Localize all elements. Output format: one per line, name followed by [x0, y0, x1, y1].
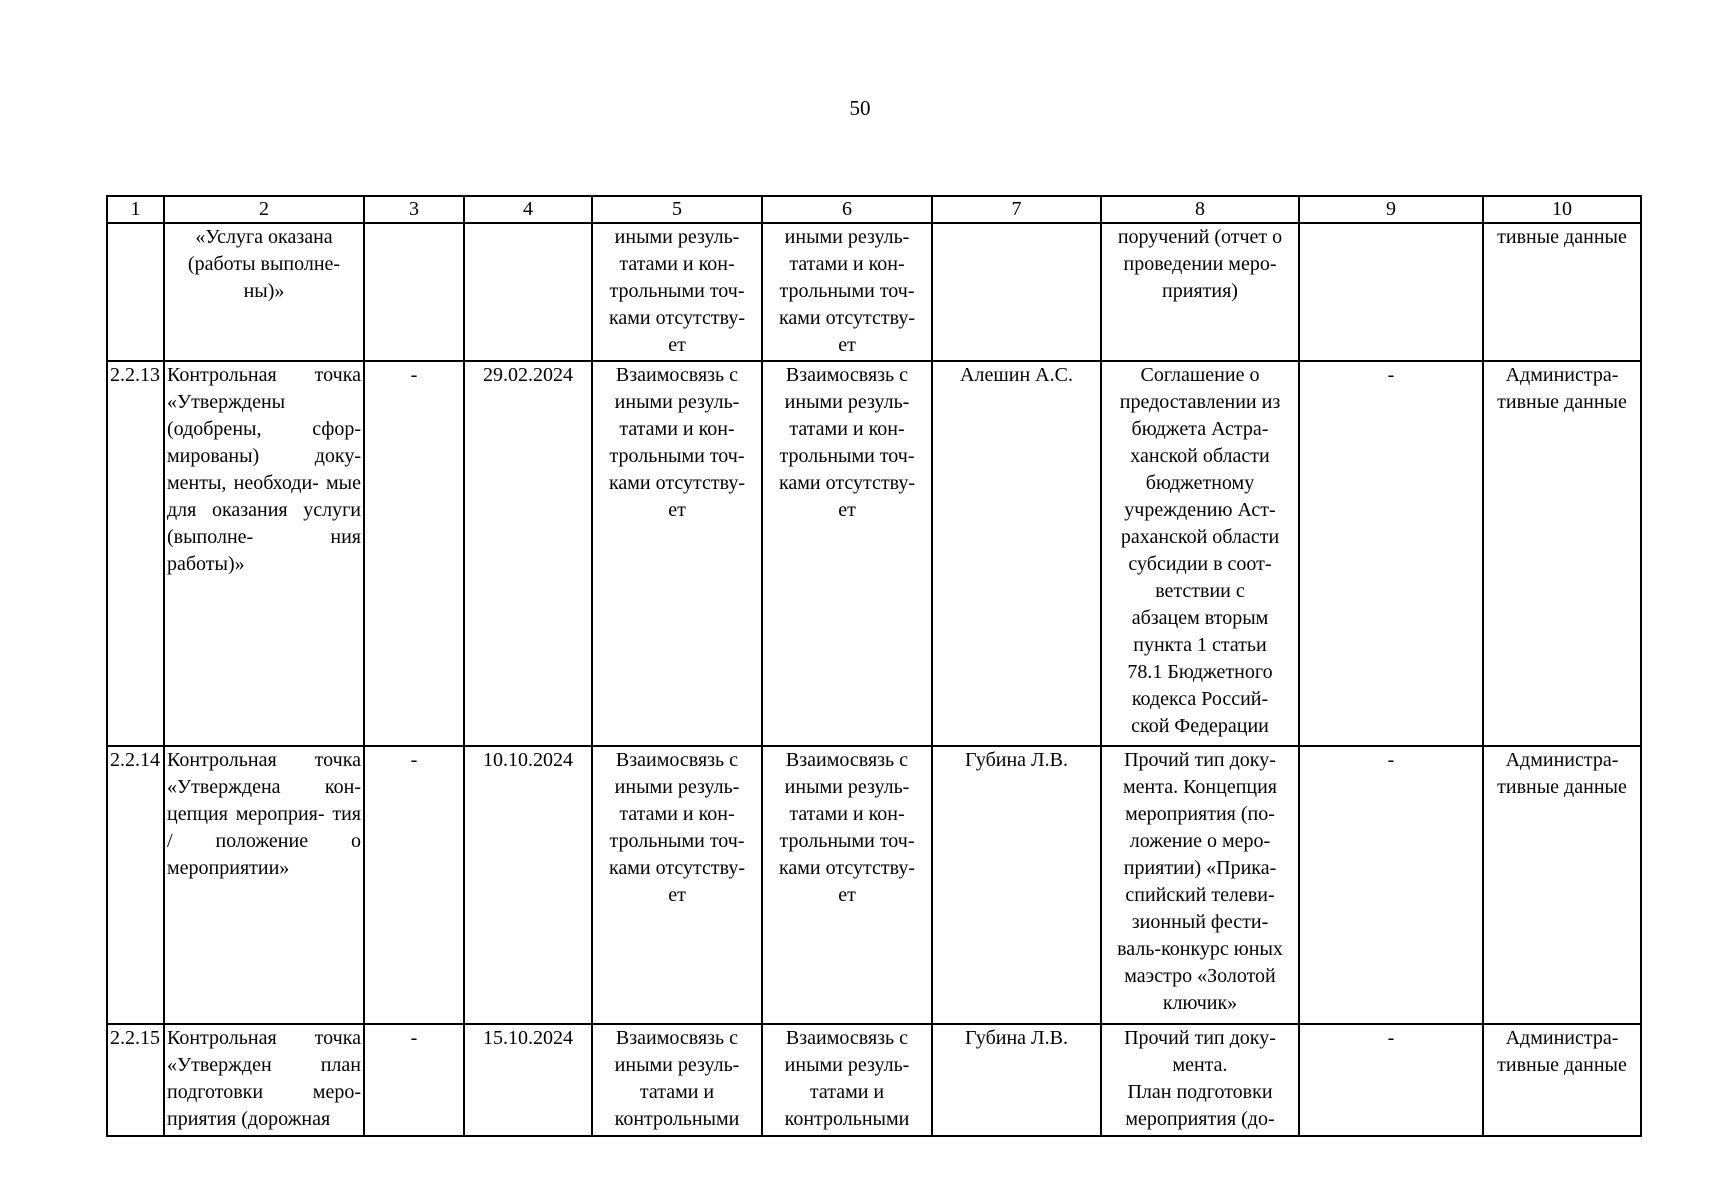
checkpoint-name: Контрольная точка «Утверждена кон- цепция мероприя- тия / положение о мероприятии»: [164, 746, 364, 1024]
column-header: 7: [932, 196, 1101, 223]
cell-col3: [364, 223, 464, 361]
column-header: 9: [1299, 196, 1483, 223]
due-date: [464, 223, 592, 361]
due-date: 10.10.2024: [464, 746, 592, 1024]
data-source: Администра- тивные данные: [1483, 361, 1641, 746]
checkpoint-name: Контрольная точка «Утверждены (одобрены, сфор- мированы) доку- менты, необходи- мые для оказания услуги (выполне- ния работы)»: [164, 361, 364, 746]
checkpoint-name: Контрольная точка «Утвержден план подготовки меро- приятия (дорожная: [164, 1024, 364, 1136]
data-source: тивные данные: [1483, 223, 1641, 361]
document-type: Прочий тип доку- мента. Концепция мероприятия (по- ложение о меро- приятии) «Прика- спийский телеви- зионный фести- валь-конкурс юных маэстро «Золотой ключик»: [1101, 746, 1299, 1024]
column-header: 1: [107, 196, 164, 223]
relation-cell: иными резуль- татами и кон- трольными точ- ками отсутству- ет: [592, 223, 762, 361]
due-date: 15.10.2024: [464, 1024, 592, 1136]
table-row: [107, 223, 1641, 361]
document-type: поручений (отчет о проведении меро- приятия): [1101, 223, 1299, 361]
responsible-person: Губина Л.В.: [932, 746, 1101, 1024]
document-type: Прочий тип доку- мента. План подготовки мероприятия (до-: [1101, 1024, 1299, 1136]
data-source: Администра- тивные данные: [1483, 746, 1641, 1024]
relation-cell: Взаимосвязь с иными резуль- татами и кон- трольными точ- ками отсутству- ет: [762, 746, 932, 1024]
due-date: 29.02.2024: [464, 361, 592, 746]
relation-cell: Взаимосвязь с иными резуль- татами и кон- трольными точ- ками отсутству- ет: [592, 746, 762, 1024]
relation-cell: Взаимосвязь с иными резуль- татами и кон- трольными точ- ками отсутству- ет: [762, 361, 932, 746]
column-header: 4: [464, 196, 592, 223]
table-row: [107, 361, 1641, 746]
checkpoint-name: «Услуга оказана (работы выполне- ны)»: [164, 223, 364, 361]
table-row: [107, 1024, 1641, 1136]
relation-cell: иными резуль- татами и кон- трольными точ- ками отсутству- ет: [762, 223, 932, 361]
row-number: 2.2.15: [107, 1024, 164, 1136]
table-row: [107, 746, 1641, 1024]
cell-col3: -: [364, 746, 464, 1024]
results-table: [106, 195, 1642, 1137]
row-number: 2.2.13: [107, 361, 164, 746]
data-source: Администра- тивные данные: [1483, 1024, 1641, 1136]
document-type: Соглашение о предоставлении из бюджета Астра- ханской области бюджетному учреждению Аст- раханской области субсидии в соот- ветствии с абзацем вторым пункта 1 статьи 78.1 Бюджетного кодекса Россий- ской Федерации: [1101, 361, 1299, 746]
responsible-person: Алешин А.С.: [932, 361, 1101, 746]
relation-cell: Взаимосвязь с иными резуль- татами и контрольными: [762, 1024, 932, 1136]
cell-col9: [1299, 223, 1483, 361]
column-header: 6: [762, 196, 932, 223]
header-row: [107, 196, 1641, 223]
row-number: 2.2.14: [107, 746, 164, 1024]
page-number: 50: [849, 96, 871, 120]
column-header: 3: [364, 196, 464, 223]
relation-cell: Взаимосвязь с иными резуль- татами и контрольными: [592, 1024, 762, 1136]
relation-cell: Взаимосвязь с иными резуль- татами и кон- трольными точ- ками отсутству- ет: [592, 361, 762, 746]
responsible-person: [932, 223, 1101, 361]
column-header: 8: [1101, 196, 1299, 223]
row-number: [107, 223, 164, 361]
cell-col9: -: [1299, 361, 1483, 746]
cell-col3: -: [364, 361, 464, 746]
column-header: 2: [164, 196, 364, 223]
responsible-person: Губина Л.В.: [932, 1024, 1101, 1136]
cell-col9: -: [1299, 746, 1483, 1024]
column-header: 5: [592, 196, 762, 223]
cell-col9: -: [1299, 1024, 1483, 1136]
cell-col3: -: [364, 1024, 464, 1136]
column-header: 10: [1483, 196, 1641, 223]
